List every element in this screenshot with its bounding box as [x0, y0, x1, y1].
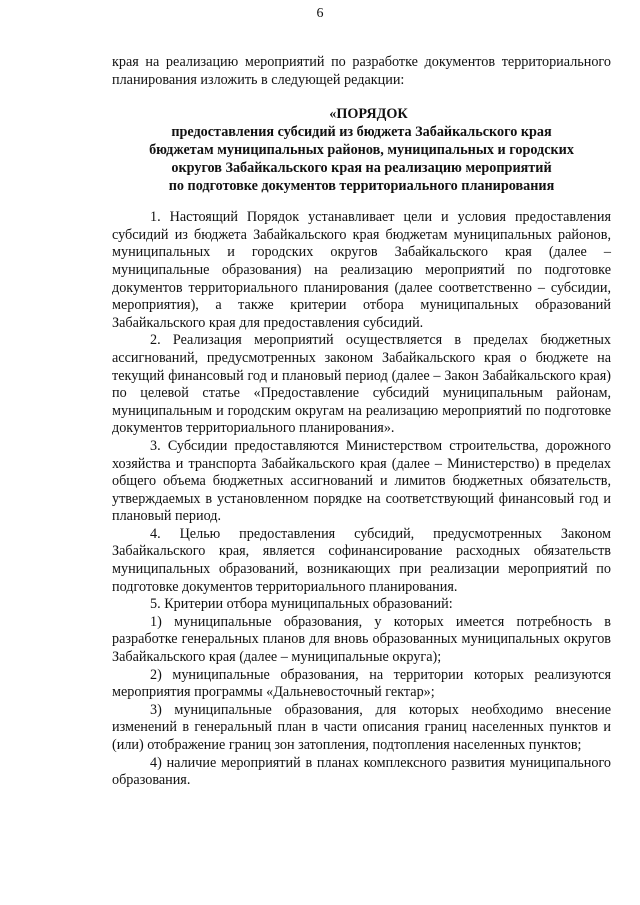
- title-line: по подготовке документов территориального планирования: [168, 178, 555, 195]
- paragraph-3: 3. Субсидии предоставляются Министерством строительства, дорожного хозяйства и транспорта Забайкальского края (далее – Министерство) в пределах общего объема бюджетных ассигнований и лимитов бюджетных обязательств, утверждаемых в установленном порядке на соответствующий финансовый год и плановый период.: [112, 437, 611, 525]
- page-number: 6: [316, 6, 324, 21]
- title-line: округов Забайкальского края на реализацию мероприятий: [171, 160, 552, 177]
- paragraph-1: 1. Настоящий Порядок устанавливает цели и условия предоставления субсидий из бюджета Забайкальского края бюджетам муниципальных районов, муниципальных и городских округов Забайкальского края (далее – муниципальные образования) на реализацию мероприятий по подготовке документов территориального планирования (далее соответственно – субсидии, мероприятия), а также критерии отбора муниципальных образований Забайкальского края для предоставления субсидий.: [112, 209, 611, 331]
- criterion-2: 2) муниципальные образования, на территории которых реализуются мероприятия программы «Дальневосточный гектар»;: [112, 666, 611, 701]
- intro-paragraph: края на реализацию мероприятий по разработке документов территориального планирования изложить в следующей редакции:: [112, 54, 611, 88]
- document-title: [112, 105, 611, 195]
- criterion-4: 4) наличие мероприятий в планах комплексного развития муниципального образования.: [112, 754, 611, 789]
- criterion-1: 1) муниципальные образования, у которых имеется потребность в разработке генеральных планов для вновь образованных муниципальных округов Забайкальского края (далее – муниципальные округа);: [112, 613, 611, 666]
- criterion-3: 3) муниципальные образования, для которых необходимо внесение изменений в генеральный план в части описания границ населенных пунктов и (или) отображение границ зон затопления, подтопления населенных пунктов;: [112, 701, 611, 753]
- paragraph-4: 4. Целью предоставления субсидий, предусмотренных Законом Забайкальского края, является софинансирование расходных обязательств муниципальных образований, возникающих при реализации мероприятий по подготовке документов территориального планирования.: [112, 525, 611, 595]
- document-body: [112, 54, 611, 790]
- title-line: бюджетам муниципальных районов, муниципальных и городских: [149, 142, 574, 159]
- paragraph-2: 2. Реализация мероприятий осуществляется в пределах бюджетных ассигнований, предусмотренных законом Забайкальского края о бюджете на текущий финансовый год и плановый период (далее – Закон Забайкальского края) по целевой статье «Предоставление субсидий муниципальным районам, муниципальным и городским округам на реализацию мероприятий по подготовке документов территориального планирования».: [112, 332, 611, 437]
- title-heading: «ПОРЯДОК: [329, 106, 408, 123]
- paragraph-5: 5. Критерии отбора муниципальных образований:: [150, 596, 453, 613]
- title-line: предоставления субсидий из бюджета Забайкальского края: [171, 124, 552, 141]
